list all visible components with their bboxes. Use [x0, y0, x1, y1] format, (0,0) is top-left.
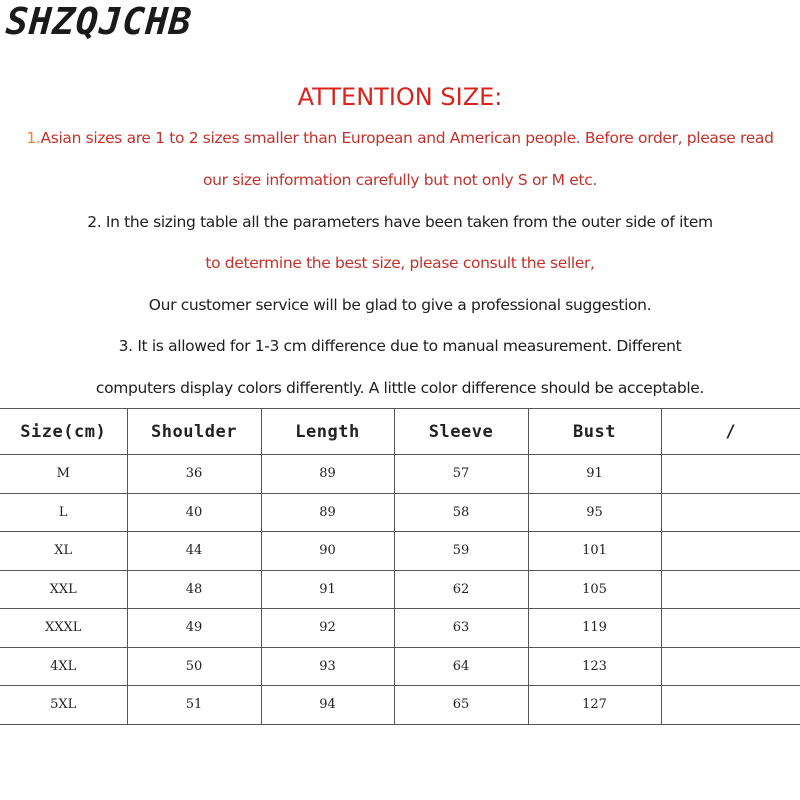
notice-line-3: 2. In the sizing table all the parameters have been taken from the outer side of item — [87, 213, 713, 231]
cell-extra — [661, 532, 800, 571]
notice-line-5: Our customer service will be glad to give a professional suggestion. — [148, 296, 652, 314]
table-row — [0, 532, 800, 571]
table-row — [0, 493, 800, 532]
table-row — [0, 570, 800, 609]
header-sleeve: Sleeve — [394, 409, 528, 455]
cell-extra — [661, 647, 800, 686]
cell-shoulder: 48 — [127, 570, 261, 609]
header-slash: / — [661, 409, 800, 455]
cell-length: 91 — [261, 570, 394, 609]
table-row — [0, 686, 800, 725]
cell-size: 5XL — [0, 686, 127, 725]
cell-length: 89 — [261, 455, 394, 494]
header-bust: Bust — [528, 409, 661, 455]
attention-title: ATTENTION SIZE: — [297, 83, 503, 111]
cell-shoulder: 40 — [127, 493, 261, 532]
cell-size: XXL — [0, 570, 127, 609]
cell-size: XXXL — [0, 609, 127, 648]
cell-bust: 105 — [528, 570, 661, 609]
cell-extra — [661, 570, 800, 609]
table-header-row — [0, 409, 800, 455]
cell-bust: 127 — [528, 686, 661, 725]
notice-line-1-text: Asian sizes are 1 to 2 sizes smaller than European and American people. Before order, please read — [40, 129, 774, 147]
cell-bust: 101 — [528, 532, 661, 571]
size-table — [0, 408, 800, 725]
brand-logo: SHZQJCHB — [4, 0, 194, 43]
cell-sleeve: 59 — [394, 532, 528, 571]
cell-shoulder: 36 — [127, 455, 261, 494]
cell-extra — [661, 493, 800, 532]
cell-sleeve: 64 — [394, 647, 528, 686]
table-row — [0, 647, 800, 686]
cell-bust: 119 — [528, 609, 661, 648]
cell-extra — [661, 686, 800, 725]
cell-length: 92 — [261, 609, 394, 648]
notice-line-1 — [0, 129, 800, 147]
table-row — [0, 455, 800, 494]
notice-line-7: computers display colors differently. A little color difference should be acceptable. — [95, 379, 705, 397]
cell-size: 4XL — [0, 647, 127, 686]
cell-size: XL — [0, 532, 127, 571]
cell-length: 94 — [261, 686, 394, 725]
cell-shoulder: 49 — [127, 609, 261, 648]
notice-line-6: 3. It is allowed for 1-3 cm difference due to manual measurement. Different — [118, 337, 682, 355]
cell-sleeve: 65 — [394, 686, 528, 725]
cell-shoulder: 44 — [127, 532, 261, 571]
notice-line-1-number: 1. — [26, 129, 41, 147]
header-shoulder: Shoulder — [127, 409, 261, 455]
cell-extra — [661, 455, 800, 494]
notice-line-4: to determine the best size, please consult the seller, — [205, 254, 595, 272]
header-size: Size(cm) — [0, 409, 127, 455]
cell-length: 93 — [261, 647, 394, 686]
cell-sleeve: 58 — [394, 493, 528, 532]
cell-shoulder: 50 — [127, 647, 261, 686]
table-row — [0, 609, 800, 648]
cell-extra — [661, 609, 800, 648]
cell-length: 89 — [261, 493, 394, 532]
cell-bust: 123 — [528, 647, 661, 686]
cell-sleeve: 63 — [394, 609, 528, 648]
cell-size: M — [0, 455, 127, 494]
cell-length: 90 — [261, 532, 394, 571]
cell-sleeve: 62 — [394, 570, 528, 609]
cell-shoulder: 51 — [127, 686, 261, 725]
header-length: Length — [261, 409, 394, 455]
cell-bust: 95 — [528, 493, 661, 532]
notice-line-2: our size information carefully but not only S or M etc. — [203, 171, 597, 189]
cell-size: L — [0, 493, 127, 532]
cell-bust: 91 — [528, 455, 661, 494]
cell-sleeve: 57 — [394, 455, 528, 494]
